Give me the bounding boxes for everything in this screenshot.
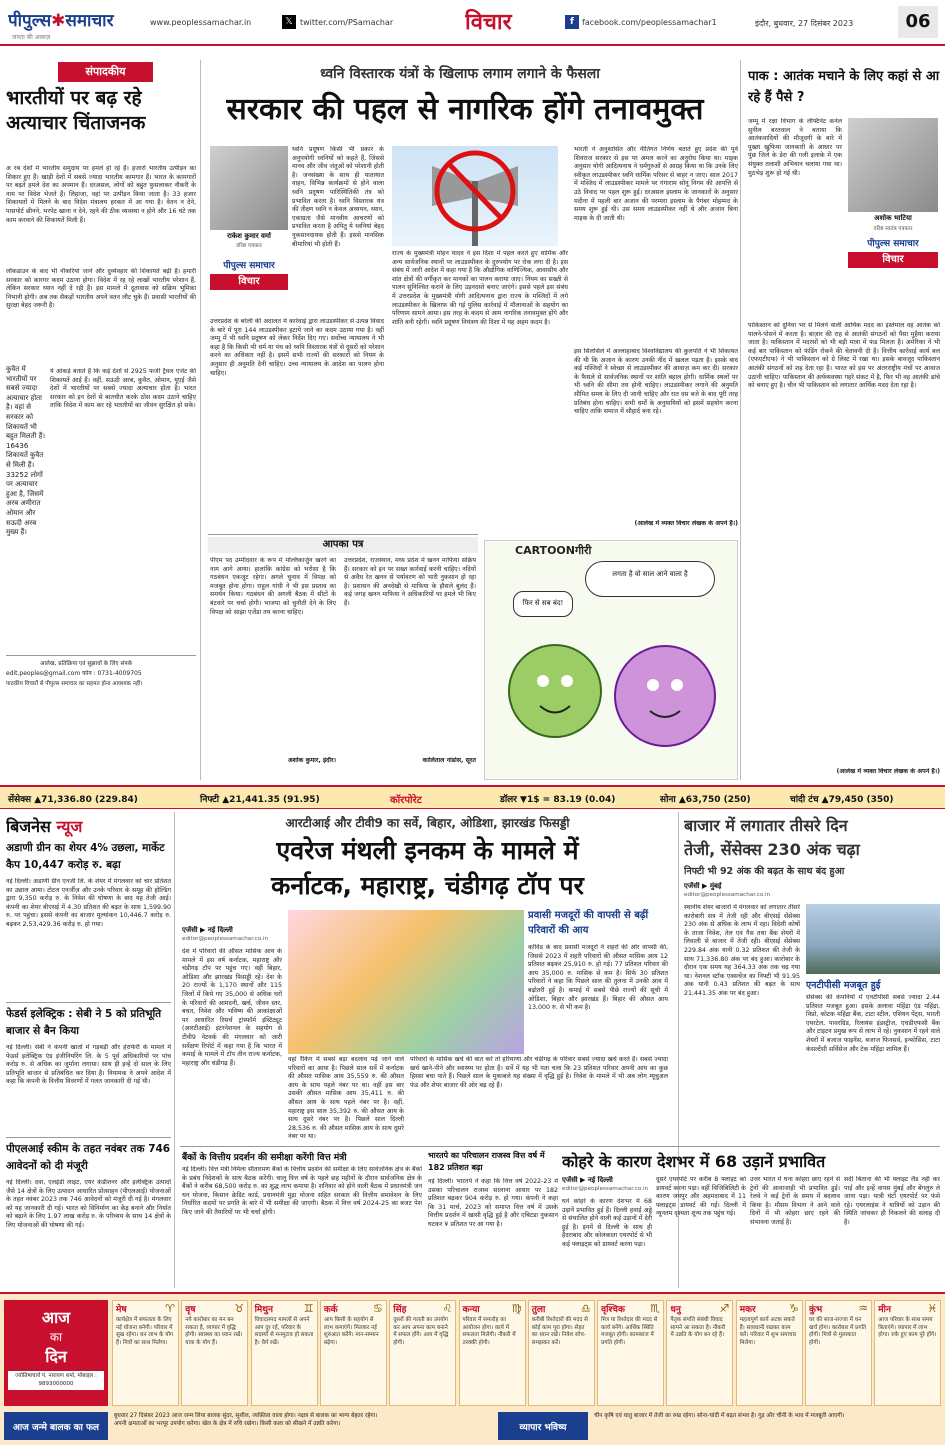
loudspeaker-icon [392,146,558,246]
din-label: दिन [45,1347,67,1366]
zodiac-icon: ♎ [580,1302,591,1315]
brand-tagline: जनता की आवाज़ [12,34,51,41]
pak-author-role: वरिष्ठ स्वतंत्र पत्रकार [873,226,913,232]
trade-text: चीन कृषि एवं धातु बाजार में तेजी का रुख रहेगा। सोना-चांदी में बढ़त संभव है। गुड़ और चीनी के भाव में मजबूती आएगी। [594,1413,845,1419]
panchang-lines [114,1412,494,1440]
editorial-side-quote: कुवैत में भारतीयों पर सबसे ज्यादा अत्याचार होता है। वहां से सरकार को शिकायतें भी बहुत मिलती हैं। 16436 शिकायतें कुवैत से मिली हैं। 33252 लोगों पर अत्याचार हुआ है, जिसमें अरब अमीरात ओमान और सऊदी अरब मुख्य हैं। [6,365,46,537]
editorial-headline: भारतीयों पर बढ़ रहे अत्याचार चिंताजनक [6,87,146,134]
rashi-name: मकर [739,1305,756,1315]
editorial-body-3: ये आंकड़े बताते हैं कि कई देशों से 2925 फर्जी ट्रैवल एजेंट की शिकायतें आई हैं। वहीं, सऊदी अरब, कुवैत, ओमान, यूएई जैसे देशों में भारतीयों पर सबसे ज्यादा अत्याचार होता है। भारत सरकार को इन देशों से बातचीत करके ठोस कदम उठाने चाहिए ताकि विदेश में काम कर रहे भारतीयों का जीवन सुरक्षित हो सके। [50,368,196,410]
letters-title: आपका पत्र [208,537,478,553]
business-s1-body: नई दिल्ली। अडाणी ग्रीन एनर्जी लि. के शेयर में मंगलवार को चार प्रतिशत का उछाल आया। टोटल एनर्जीज़ और उनके परिवार के समूह की होल्डिंग द्वारा 9,350 करोड़ रु. के निवेश की घोषणा के बाद यह तेजी आई। कंपनी का शेयर बीएसई में 4.30 प्रतिशत की बढ़त के साथ 1,599.90 रु. पर पहुंचा। इससे कंपनी का बाजार मूल्यांकन 10,446.7 करोड़ रु. बढ़कर 2,53,429.36 करोड़ रु. हो गया। [6,878,171,928]
author-role: वरिष्ठ पत्रकार [236,243,262,249]
fog-col1: घने कोहरे के कारण देशभर में 68 उड़ानें प्रभावित हुई हैं। दिल्ली हवाई अड्डे से संचालित होने वाली कई उड़ानों में देरी हुई है। इनमें से दिल्ली के साथ ही हैदराबाद और कोलकाता एयरपोर्ट से भी कई फ्लाइट्स को डायवर्ट करना पड़ा। [562,1198,652,1248]
zodiac-icon: ♐ [719,1302,730,1315]
cartoon-label: CARTOONगीरी [515,544,592,557]
bharatpe-headline: भारतपे का परिचालन राजस्व वित्त वर्ष में 182 प्रतिशत बढ़ा [428,1151,545,1172]
rashi-name: कुंभ [809,1305,823,1315]
rashi-box [320,1300,387,1406]
masthead [0,0,945,46]
rashi-box [459,1300,526,1406]
sensex-headline-2: तेजी, सेंसेक्स 230 अंक चढ़ा [684,840,860,859]
zodiac-icon: ♋ [373,1302,383,1315]
market-ticker [0,785,945,809]
main-col1b: उत्तरप्रदेश के बरेली की अदालत में कार्रवाई द्वारा लाउडस्पीकर से उत्पन्न विवाद के बारे में पूरा 144 लाउडस्पीकर हटाये जाने का कदम उठाया गया है। वहीं जम्मू में भी ध्वनि प्रदूषण को लेकर निर्देश दिए गए। सर्वोच्च न्यायालय ने भी कहा है कि किसी भी धर्म या पंथ को ध्वनि विस्तारक यंत्रों से दूसरों को परेशान करने का अधिकार नहीं है। इसमें सभी राज्यों की सरकारों को नियम के अनुसार ही अनुमति देनी चाहिए। उच्च न्यायालय के आदेश का पालन होना चाहिए। [210,318,384,377]
main-headline: सरकार की पहल से नागरिक होंगे तनावमुक्त [226,92,704,127]
pak-brand-box: पीपुल्स समाचार [867,239,919,249]
rashi-box [597,1300,664,1406]
pak-headline: पाक : आतंक मचाने के लिए कहां से आ रहे हैं पैसे ? [748,69,940,105]
rashi-text: परिवार में समारोह का आयोजन होगा। कार्य में सफलता मिलेगी। नौकरी में तरक्की होगी। [462,1317,516,1346]
fog-email: editor@peoplessamachar.co.in [562,1186,649,1192]
cartoon-bubble-1: लगता है वो साल आने वाला है [585,561,715,597]
bse-building-photo [806,904,940,974]
panchang-credit: ज्योतिषाचार्य पं. नारायण शर्मा, मोबाइल : 9893000000 [8,1371,104,1390]
rashi-name: कन्या [462,1305,480,1315]
ticker-nifty: निफ्टी ▲21,441.35 (91.95) [200,795,320,805]
rashi-text: करीबी रिश्तेदारों की मदद से कोई काम पूरा होगा। सेहत का ध्यान रखें। निवेश सोच-समझकर करें। [531,1317,588,1346]
rashi-box [112,1300,179,1406]
business-s3-head: पीएलआई स्कीम के तहत नवंबर तक 746 आवेदनों को दी मंजूरी [6,1143,171,1172]
brand-logo: पीपुल्स✱समाचार [8,11,114,31]
fog-col2: दूसरे एयरपोर्ट पर करीब 8 फ्लाइट को डायवर्ट करना पड़ा। वहीं विजिबिलिटी के कारण जयपुर और अहमदाबाद में 11 फ्लाइट्स डायवर्ट की गईं। दिल्ली में न्यूनतम दृश्यता शून्य तक पहुंच गई। [656,1176,746,1218]
fog-divider [562,1146,940,1147]
income-byline: एजेंसी ▶ नई दिल्ली [182,926,233,934]
child-box: आज जन्मे बालक का फल [4,1412,108,1440]
business-s2-head: फेडर्स इलेक्ट्रिक : सेबी ने 5 को प्रतिभूति बाजार से बैन किया [6,1008,162,1037]
zodiac-icon: ♏ [650,1302,661,1315]
main-col1: ध्वनि प्रदूषण किसी भी प्रकार के अनुपयोगी ध्वनियों को कहते हैं, जिससे मानव और जीव जंतुओं को परेशानी होती है। जनसंख्या के साथ ही यातायात वाहन, विभिन्न कार्यक्रमों से होने वाला ध्वनि प्रदूषण पारिस्थितिकी तंत्र को प्रभावित करता है। ध्वनि विस्तारक यंत्र की तीक्ष्ण ध्वनि न केवल अध्ययन, ध्यान, एकाग्रता जैसे मानवीय आचरणों को प्रभावित करता है अपितु ये ध्वनियां बेहद नुकसानदायक होती हैं। इससे मानसिक बीमारियां भी होती हैं। [292,146,384,248]
main-kicker: ध्वनि विस्तारक यंत्रों के खिलाफ लगाम लगाने के फैसला [320,66,600,82]
letters-box [208,534,478,782]
business-divider-2 [6,1137,171,1138]
rashi-name: सिंह [393,1305,407,1315]
rashi-box [389,1300,456,1406]
business-s1-head: अडाणी ग्रीन का शेयर 4% उछला, मार्केट कैप 10,447 करोड़ रु. बढ़ा [6,842,165,871]
income-col3: कोविड के बाद प्रवासी मजदूरों ने शहरों की ओर वापसी की, जिससे 2023 में शहरी परिवारों की औसत मासिक आय 12 प्रतिशत बढ़कर 25,910 रु. हो गई। 77 प्रतिशत परिवार की आय 35,000 रु. मासिक से कम है। सिर्फ 30 प्रतिशत परिवारों ने कहा कि पिछले साल की तुलना में उनकी आय में बढ़ोतरी हुई है। कमाई में सबसे पीछे राज्यों की सूची में ओडिशा, बिहार और झारखंड हैं। बिहार की औसत आय 13,000 रु. से भी कम है। [528,944,668,1012]
zodiac-icon: ♑ [788,1302,799,1315]
business-s2-body: नई दिल्ली। सेबी ने कंपनी खातों में गड़बड़ी और हेराफेरी के मामले में फेडर्स इलेक्ट्रिक एंड इंजीनियरिंग लि. के 5 पूर्व अधिकारियों पर पांच करोड़ रु. से अधिक का जुर्माना लगाया। साथ ही इन्हें दो साल के लिए प्रतिभूति बाजार से प्रतिबंधित कर दिया है। नियामक ने अपने आदेश में कहा कि कंपनी के वित्तीय विवरणों में गलत जानकारी दी गई थी। [6,1044,171,1086]
page-number: 06 [898,6,938,38]
sensex-headline-1: बाजार में लगातार तीसरे दिन [684,816,848,835]
editorial-body-1: अ रब देशों में भारतीय समुदाय पर हमले हो रहे हैं। हजारों भारतीय उत्पीड़न का शिकार हुए हैं। खाड़ी देशों में सबसे ज्यादा भारतीय कामगार हैं। भारत के कामगारों पर बढ़ते हमले देश का अपमान हैं। दरअसल, लोगों को बहुत फुसलाकर नौकरी के नाम पर विदेश भेजते हैं। लिहाजा, वहां पर उत्पीड़न किया जाता है। 33 हजार शिकायतों में मिलने के बाद विदेश मंत्रालय हरकत में आ गया है। वेतन न देने, पासपोर्ट छीनने, भरपेट खाना न देने, रहने की ठीक व्यवस्था न होने और 16 घंटे तक काम करवाने की शिकायतें मिली हैं। [6,165,196,224]
letter-2-author: कालिताल नांडोस, सूरत [422,757,476,764]
income-col2: वहां रैंकिंग में सबसे बड़ा बदलाव पढ़े जाने वाले परिवारों का आया है। पिछले साल सर्वे में कर्नाटक की औसत मासिक आय 35,559 रु. की औसत आय के साथ पहले नंबर पर था। वहीं इस बार उसकी औसत मासिक आय 35,411 रु. की औसत आय के साथ पहले नंबर पर है। वहीं, महाराष्ट्र इस साल 35,392 रु. की औसत आय के साथ दूसरे नंबर पर है। पिछले साल दिल्ली 28,536 रु. की औसत मासिक आय के साथ दूसरे नंबर पर था। [288,1056,404,1141]
zodiac-icon: ♒ [858,1302,868,1315]
zodiac-icon: ♌ [442,1302,453,1315]
sensex-subhead: निफ्टी भी 92 अंक की बढ़त के साथ बंद हुआ [684,866,845,877]
editorial-footer-3: पाठकीय विचारों से पीपुल्स समाचार का सहमत होना आवश्यक नहीं। [6,681,143,687]
panchang-line-2: अपनी क्षमताओं का भरपूर उपयोग करेगा। खेल के क्षेत्र में रुचि रखेगा। किसी कला को सीखने में उन्नति करेगा। [114,1421,341,1427]
author-name: राकेश कुमार वर्मा [227,232,271,240]
rashi-text: दूसरों की गलती का उपयोग कर आप अपना काम बनाने में सफल होंगे। आय में वृद्धि होगी। [393,1317,449,1346]
budget-headline: बैंकों के वित्तीय प्रदर्शन की समीक्षा करेंगी वित्त मंत्री [182,1153,347,1163]
editorial-footer-2: edit.peoples@gmail.com फोन : 0731-4009705 [6,670,142,677]
pak-author-photo [848,118,938,212]
zodiac-icon: ♉ [234,1302,245,1315]
main-col2: राज्य के मुख्यमंत्री मोहन यादव ने इस दिशा में पहल करते हुए धार्मिक और अन्य सार्वजनिक स्थानों पर लाउडस्पीकर के दुरुपयोग पर रोक लगा दी है। इस संबंध में जारी आदेश में कहा गया है कि औद्योगिक वाणिज्यिक, आवासीय और शांत क्षेत्रों की वर्गीकृत कर मानकों का पालन कराया जाए। नियम का सख्ती से पालन सुनिश्चित कराने के लिए उड़नदस्ते बनाए जाएंगे। इससे पहले इस संबंध में उत्तरप्रदेश के मुख्यमंत्री योगी आदित्यनाथ द्वारा राज्य के मस्जिदों में लगे लाउडस्पीकर के खिलाफ की गई पुलिस कार्रवाई में मौलानाओं के सहयोग का परिणाम सामने आया। इस तरह के कदम से आम नागरिक तनावमुक्त होंगे और शांति बनी रहेगी। ध्वनि प्रदूषण नियंत्रण की दिशा में यह अहम कदम है। [392,250,568,326]
ka-label: का [49,1330,63,1344]
ticker-dollar: डॉलर ▼1$ = 83.19 (0.04) [500,795,616,805]
column-divider-business [174,812,175,1288]
editorial-footer-1: आलेख, प्रतिक्रिया एवं सुझावों के लिए संपर्क [40,661,133,667]
main-col4-note: (आलेख में व्यक्त विचार लेखक के अपने हैं।) [634,520,738,527]
rashi-name: वृश्चिक [601,1305,625,1315]
fog-col3: उत्तर भारत में घना कोहरा छाए रहने से ट्रेनों की आवाजाही भी प्रभावित हुई। रेलवे ने कई ट्रेनों के समय में बदलाव किया है। मौसम विभाग ने आने वाले दिनों में भी कोहरा छाए रहने की संभावना जताई है। [750,1176,840,1226]
business-tag: बिजनेस न्यूज [6,817,83,836]
income-col3-head: प्रवासी मजदूरों की वापसी से बढ़ीं परिवारों की आय [528,910,649,936]
income-col1: देश में परिवारों की औसत मासिक आय के मामले में इस वर्ष कर्नाटक, महाराष्ट्र और चंडीगढ़ टॉप पर पहुंच गए। वहीं बिहार, ओडिशा और झारखंड फिसड्डी रहे। देश के 20 राज्यों के 1,170 स्थानों और 115 जिलों में किये गए 35,000 से अधिक घरों के परिवारों की आमदनी, खर्च, जीवन स्तर, बचत, निवेश और भविष्य की आकांक्षाओं पर आधारित रिसर्च ट्रांस्फॉर्म इंस्टिट्यूट (आरटीआई) इंटरनेशनल के सहयोग से टीवी9 नेटवर्क की मंगलवार को जारी सर्वेक्षण रिपोर्ट में कहा गया है कि भारत में कमाई के मामले में टॉप तीन राज्य कर्नाटक, महाराष्ट्र और चंडीगढ़ हैं। [182,948,282,1067]
aaj-label: आज [41,1308,71,1327]
rashi-text: आप किसी के सहयोग से लाभ कमाएंगे। मिलकर नई शुरुआत करेंगे। मान-सम्मान बढ़ेगा। [323,1317,379,1346]
editorial-body-2: लॉकडाउन के बाद भी नौकरियां जाने और दुर्व्यवहार की शिकायतें बढ़ी हैं। हमारी सरकार को कारगर कदम उठाना होगा। विदेश में रह रहे लाखों भारतीय परेशान हैं, लेकिन सरकार ध्यान नहीं दे रही है। इस मामले में दूतावास को सक्रिय भूमिका निभानी होगी। अब तक सैकड़ों भारतीय अपने वतन लौट चुके हैं। प्रवासी भारतीयों की सुरक्षा बेहद जरूरी है। [6,268,196,310]
ticker-silver: चांदी टंच ▲79,450 (350) [790,795,894,805]
rashi-box [181,1300,248,1406]
income-headline-2: कर्नाटक, महाराष्ट्र, चंडीगढ़ टॉप पर [271,871,584,900]
dateline: इंदौर, बुधवार, 27 दिसंबर 2023 [755,19,854,28]
cartoon-bubble-2: फिर से सब बंद! [513,591,573,617]
main-brand-box: पीपुल्स समाचार [223,261,275,271]
letter-2: उत्तरप्रदेश, राजस्थान, मध्य प्रदेश में खनन माफिया सक्रिय हैं। सरकार को इन पर सख्त कार्रवाई करनी चाहिए। नदियों से अवैध रेत खनन से पर्यावरण को भारी नुकसान हो रहा है। प्रशासन की अनदेखी से माफिया के हौसले बुलंद हैं। कई जगह खनन माफिया ने अधिकारियों पर हमले भी किए हैं। [344,557,476,607]
rashi-box [666,1300,733,1406]
pak-note: (आलेख में व्यक्त विचार लेखक के अपने हैं।) [836,768,940,775]
rashi-text: आज परिवार के साथ समय बिताएंगे। व्यापार में लाभ होगा। रुके हुए काम पूरे होंगे। [878,1317,937,1339]
main-col3: भारती ने अनुशासित और नीतिगत निर्णय बताते हुए प्रदेश की पूर्व शिवराज सरकार से इस पर अमल करने का अनुरोध किया था। माइक अनुसार योगी आदित्यनाथ ने धर्मगुरुओं से आग्रह किया था कि उनके लिए स्वीकृत लाउडस्पीकर ध्वनि धार्मिक परिसर से बाहर न जाए। साल 2017 में मस्जिद में लाउडस्पीकर मामले पर गंगाराम सोनू निगम की आपत्ति से उठे विवाद पर पहल शुरू हुई। दरअसल इस्लाम के जानकारों के अनुसार मदीना में पहली बार अजान की परम्परा इस्लाम के पैगंबर मोहम्मद के समय शुरू हुई थी। उस समय लाउडस्पीकर नहीं थे और अजान बिना माइक के दी जाती थी। [574,146,738,222]
rashi-name: मिथुन [254,1305,274,1315]
rashi-box [251,1300,318,1406]
rashi-text: नये कारोबार का मन बन सकता है, व्यापार में वृद्धि होगी। स्वास्थ्य का ध्यान रखें। यात्रा के योग हैं। [185,1317,243,1346]
rashi-name: कर्क [323,1305,338,1315]
column-divider [200,60,201,780]
ticker-sensex: सेंसेक्स ▲71,336.80 (229.84) [8,795,138,805]
panchang-line-1: बुधवार 27 दिसंबर 2023 आज जन्म लिया बालक सुंदर, सुशील, व्यक्तित्व वाला होगा। नक्षत्र से बालक का भाग्य बेहतर रहेगा। [114,1413,378,1419]
sensex-side-body: सेंसेक्स की कंपनियों में एनटीपीसी सबसे ज्यादा 2.44 प्रतिशत मजबूत हुआ। इसके अलावा महिंद्रा एंड महिंद्रा, विप्रो, कोटक महिंद्रा बैंक, टाटा स्टील, एशियन पेंट्स, भारती एयरटेल, पावरग्रिड, रिलायंस इंडस्ट्रीज, एचडीएफसी बैंक और टाइटन प्रमुख रूप से लाभ में रहे। नुकसान में रहने वाले शेयरों में बजाज फाइनेंस, बजाज फिनसर्व, इन्फोसिस, टाटा कंसल्टेंसी सर्विसेज और टेक महिंद्रा शामिल हैं। [806,994,940,1053]
cartoon-panel [484,540,738,780]
income-email: editor@peoplessamachar.co.in [182,936,269,942]
horoscope-band [0,1292,945,1445]
zodiac-icon: ♈ [165,1302,175,1315]
facebook-link[interactable]: facebook.com/peoplessamachar1 [582,18,717,27]
pak-brand-tag: विचार [848,252,938,268]
rashi-text: महत्वपूर्ण कार्य अटक सकते हैं। सावधानी रखकर काम करें। परिवार में शुभ समाचार मिलेगा। [739,1317,797,1346]
business-s3-body: नई दिल्ली। दवा, एलईडी लाइट, एयर कंडीशनर और इलेक्ट्रिक उत्पादों जैसे 14 क्षेत्रों के लिए उत्पादन आधारित प्रोत्साहन (पीएलआई) योजनाओं के तहत नवंबर 2023 तक 746 आवेदनों को मंजूरी दी गई है। मंगलवार को यह जानकारी दी गई। भारत को विनिर्माण का केंद्र बनाने और निर्यात को बढ़ाने के लिए 1.97 लाख करोड़ रु. के परिव्यय के साथ 14 क्षेत्रों के लिए योजनाओं की घोषणा की गई। [6,1179,171,1229]
rashi-box [736,1300,803,1406]
income-headline-1: एवरेज मंथली इनकम के मामले में [276,836,579,865]
website-link[interactable]: www.peoplessamachar.in [150,18,252,27]
column-divider-right [740,60,741,780]
rashi-name: मीन [878,1305,892,1315]
letter-1: पीएम पद उम्मीदवार के रूप में मल्लिकार्जुन खरगे का नाम आगे आया। हालांकि कांग्रेस को भरोसा है कि गठबंधन एकजुट रहेगा। अगले चुनाव में विपक्ष को मजबूत होना होगा। राहुल गांधी ने भी इस प्रस्ताव का समर्थन किया। गठबंधन की अगली बैठक में सीटों के बंटवारे पर चर्चा होगी। भाजपा को चुनौती देने के लिए विपक्ष को साझा एजेंडा तय करना चाहिए। [210,557,336,616]
loudspeaker-image [392,146,558,246]
sensex-side-head: एनटीपीसी मजबूत हुई [806,980,881,991]
rashi-box [805,1300,872,1406]
ticker-section: कॉरपोरेट [390,795,422,806]
rashi-box [874,1300,941,1406]
zodiac-icon: ♊ [303,1302,314,1315]
trade-box: व्यापार भविष्य [498,1412,588,1440]
facebook-icon: f [565,15,579,29]
zodiac-icon: ♍ [511,1302,522,1315]
aaj-ka-din-box [4,1300,108,1406]
main-col4: इस सिलसिले में अल्लाहाबाद विश्वविद्यालय की कुलपति ने भी शिकायत की थी कि अजान के कारण उनकी नींद में खलल पड़ता है। इसके बाद कई मस्जिदों ने स्वेच्छा से लाउडस्पीकर की आवाज़ कम कर दी। सरकार के फैसले से सार्वजनिक स्थानों पर शांति बहाल होगी। धार्मिक स्थलों पर भी ध्वनि की सीमा तय होनी चाहिए। लाउडस्पीकर लगाने की अनुमति सीमित समय के लिए दी जानी चाहिए और रात दस बजे के बाद पूरी तरह प्रतिबंध होना चाहिए। सभी धर्मों के अनुयायियों को इसमें सहयोग करना चाहिए ताकि समाज में सौहार्द बना रहे। [574,348,738,416]
sensex-byline: एजेंसी ▶ मुंबई [684,882,722,890]
pak-author-name: अशोक भाटिया [874,214,912,222]
ticker-gold: सोना ▲63,750 (250) [660,795,751,805]
virus-characters-icon [495,611,729,771]
currency-notes-image [288,910,524,1054]
editorial-tag: संपादकीय [58,62,153,82]
bharatpe-body: नई दिल्ली। भारतपे ने कहा कि वित्त वर्ष 2022-23 में उसका परिचालन राजस्व सालाना आधार पर 182 प्रतिशत बढ़कर 904 करोड़ रु. हो गया। कंपनी ने कहा कि 31 मार्च, 2023 को समाप्त वित्त वर्ष में उसके वित्तीय प्रदर्शन में खासी वृद्धि हुई है और एबिटडा नुकसान घटकर ¥ प्रतिशत पर आ गया है। [428,1178,558,1228]
rashi-text: घर की साज-सज्जा में धन खर्च होगा। कारोबार में प्रगति होगी। मित्रों से मुलाकात होगी। [809,1317,867,1346]
section-title: विचार [465,10,512,35]
fog-col4: सर्दी बिताना की भी फ्लाइट लैंड नहीं कर पाई और इन्हें वापस मुंबई और बेंगलुरु ले जाना पड़ा। यात्री घंटों एयरपोर्ट पर फंसे रहे। एयरलाइंस ने यात्रियों को उड़ान की स्थिति जांचकर ही निकलने की सलाह दी है। [844,1176,940,1226]
main-brand-tag: विचार [210,274,288,290]
rashi-name: वृष [185,1305,196,1315]
fog-byline: एजेंसी ▶ नई दिल्ली [562,1176,613,1184]
sensex-email: editor@peoplessamachar.co.in [684,892,771,898]
x-icon: 𝕏 [282,15,296,29]
letter-1-author: अशोक कुमार, इंदौर। [287,757,336,764]
author-photo [210,146,288,230]
sensex-body: स्थानीय शेयर बाजारों में मंगलवार को लगातार तीसरे कारोबारी सत्र में तेजी रही और बीएसई सेंसेक्स 230 अंक से अधिक के लाभ में रहा। विदेशी कोषों के ताजा निवेश, तेल एवं गैस तथा बैंक शेयरों में लिवाली से बाजार में तेजी रही। बीएसई सेंसेक्स 229.84 अंक यानी 0.32 प्रतिशत की तेजी के साथ 71,336.80 अंक पर बंद हुआ। कारोबार के दौरान एक समय यह 364.33 अंक तक चढ़ गया था। नेशनल स्टॉक एक्सचेंज का निफ्टी भी 91.95 अंक यानी 0.43 प्रतिशत की बढ़त के साथ 21,441.35 अंक पर बंद हुआ। [684,904,800,997]
rashi-text: कार्यक्षेत्र में सफलता के लिए नई योजना बनेगी। परिवार में सुख रहेगा। धन लाभ के योग हैं। मित्रों का साथ मिलेगा। [116,1317,174,1346]
pak-body: पाकिस्तान को दुनिया भर से मिलने वाली आर्थिक मदद का इस्तेमाल वह आतंक को पालने-पोसने में करता है। बाज़ार की राह से आतंकी संगठनों को पैसा मुहैया कराया जाता है। पाकिस्तान में मदरसों को भी बड़ी मात्रा में फंड मिलता है। अमेरिका ने भी कई बार पाकिस्तान को फंडिंग रोकने की चेतावनी दी है। वित्तीय कार्रवाई कार्य बल (एफएटीएफ) ने भी पाकिस्तान को ग्रे लिस्ट में रखा था। इसके बावजूद पाकिस्तान आतंकी संगठनों को शह देता रहा है। भारत को इस पर अंतरराष्ट्रीय मंचों पर आवाज उठानी चाहिए। पाकिस्तान की अर्थव्यवस्था गहरे संकट में है, फिर भी वह आतंकी ढांचे को बनाए हुए है। चीन भी पाकिस्तान को लगातार आर्थिक मदद देता रहा है। [748,322,940,390]
fog-headline: कोहरे के कारण देशभर में 68 उड़ानें प्रभावित [562,1152,826,1171]
twitter-link[interactable]: twitter.com/PSamachar [300,18,394,27]
rashi-name: मेष [116,1305,127,1315]
pak-lead: जम्मू में रक्षा विभाग के लेफ्टिनेंट कर्नल सुनील बरतवाल ने बताया कि आतंकवादियों की मौजूदगी के बारे में पुख्ता खुफिया जानकारी के आधार पर पुंछ जिले के डेरा की गली इलाके में एक संयुक्त तलाशी अभियान चलाया गया था। मुठभेड़ शुरू हो गई थी। [748,118,842,177]
editorial-divider [6,655,196,656]
rashi-text: मित्र या रिश्तेदार की मदद से कार्य बनेंगे। आर्थिक स्थिति मजबूत होगी। कामकाज में प्रगति होगी। [601,1317,658,1346]
rashi-box [528,1300,595,1406]
rashi-name: तुला [531,1305,546,1315]
income-col4: परिवारों के मासिक खर्च की बात करें तो हरियाणा और चंडीगढ़ के परिवार सबसे ज्यादा खर्च करते हैं। सबसे ज्यादा खर्च खाने-पीने और स्वास्थ्य पर होता है। सर्वे में यह भी पता चला कि 23 प्रतिशत परिवार अपनी आय का कुछ हिस्सा बचा पाते हैं। पिछले साल के मुकाबले यह संख्या में वृद्धि हुई है। निवेश के मामले में भी अब लोग म्यूचुअल फंड और शेयर बाजार की ओर बढ़ रहे हैं। [410,1056,668,1089]
business-divider-1 [6,1002,171,1003]
rashi-name: धनु [670,1305,681,1315]
rashi-text: विवादास्पद मामलों से अपने आप दूर रहें, परिवार के सदस्यों से मनमुटाव हो सकता है। धैर्य रखें। [254,1317,314,1346]
rashi-text: पैतृक संपत्ति संबंधी विवाद सामने आ सकता है। नौकरी में उन्नति के योग बन रहे हैं। [670,1317,726,1339]
budget-body: नई दिल्ली। वित्त मंत्री निर्मला सीतारमण बैंकों के वित्तीय प्रदर्शन की समीक्षा के लिए सार्वजनिक क्षेत्र के बैंकों के प्रबंध निदेशकों के साथ बैठक करेंगी। चालू वित्त वर्ष के पहले छह महीनों के दौरान सार्वजनिक क्षेत्र के बैंकों ने करीब 68,500 करोड़ रु. का शुद्ध लाभ कमाया है। शनिवार को होने वाली बैठक में प्रधानमंत्री जन धन योजना, किसान क्रेडिट कार्ड, प्रधानमंत्री मुद्रा योजना सहित सरकार की वित्तीय समावेशन के लिए निर्धारित कदमों पर प्रगति के बारे में भी समीक्षा की जाएगी। बैठक में वित्त वर्ष 2024-25 का बजट पेश किए जाने की तैयारियों पर भी चर्चा होगी। [182,1166,422,1216]
zodiac-icon: ♓ [927,1302,938,1315]
income-kicker: आरटीआई और टीवी9 का सर्वे, बिहार, ओडिशा, झारखंड फिसड्डी [285,816,570,830]
